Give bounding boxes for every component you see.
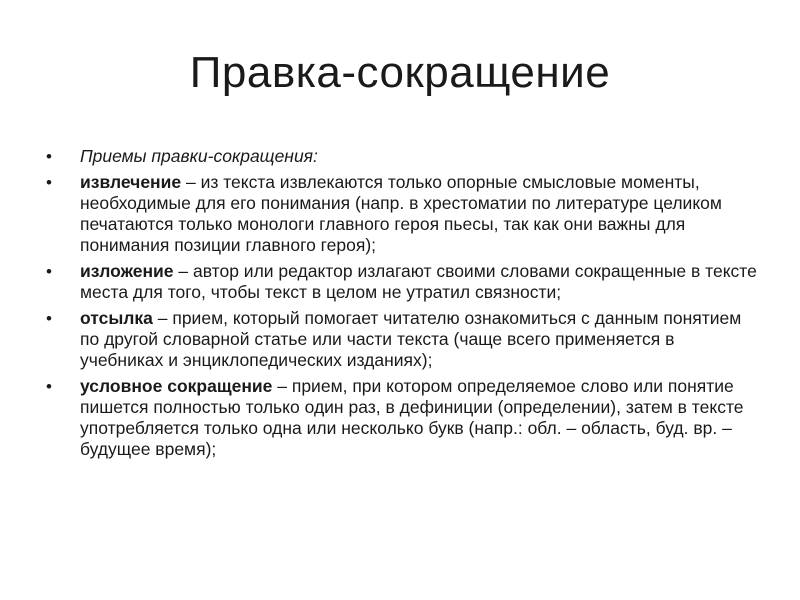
intro-text: Приемы правки-сокращения: bbox=[80, 146, 318, 166]
list-item-izvlechenie bbox=[40, 172, 760, 256]
term-otsylka: отсылка bbox=[80, 308, 153, 328]
description-otsylka: – прием, который помогает читателю ознакомиться с данным понятием по другой словарной статье или части текста (чаще всего применяется в учебниках и энциклопедических изданиях); bbox=[80, 308, 742, 370]
list-item-uslovnoe-sokrashchenie bbox=[40, 376, 760, 460]
bullet-icon: • bbox=[46, 309, 52, 328]
bullet-icon: • bbox=[46, 377, 52, 396]
list-item-otsylka bbox=[40, 308, 760, 371]
list-item-izlozhenie bbox=[40, 261, 760, 303]
term-uslovnoe-sokrashchenie: условное сокращение bbox=[80, 376, 273, 396]
term-izvlechenie: извлечение bbox=[80, 172, 182, 192]
slide-title: Правка-сокращение bbox=[189, 48, 611, 97]
bullet-icon: • bbox=[46, 173, 52, 192]
description-izvlechenie: – из текста извлекаются только опорные смысловые моменты, необходимые для его понимания (напр. в хрестоматии по литературе целиком печатаются только монологи главного героя пьесы, так как они важны для понимания позиции главного героя); bbox=[80, 172, 722, 255]
term-izlozhenie: изложение bbox=[80, 261, 174, 281]
description-uslovnoe-sokrashchenie: – прием, при котором определяемое слово или понятие пишется полностью только один раз, в дефиниции (определении), затем в тексте употребляется только одна или несколько букв (напр.: обл. – область, буд. вр. – будущее время); bbox=[80, 376, 744, 459]
bullet-icon: • bbox=[46, 262, 52, 281]
bullet-icon: • bbox=[46, 147, 52, 166]
bullet-list bbox=[40, 146, 760, 465]
list-item-intro bbox=[40, 146, 760, 167]
description-izlozhenie: – автор или редактор излагают своими словами сокращенные в тексте места для того, чтобы текст в целом не утратил связности; bbox=[80, 261, 757, 302]
